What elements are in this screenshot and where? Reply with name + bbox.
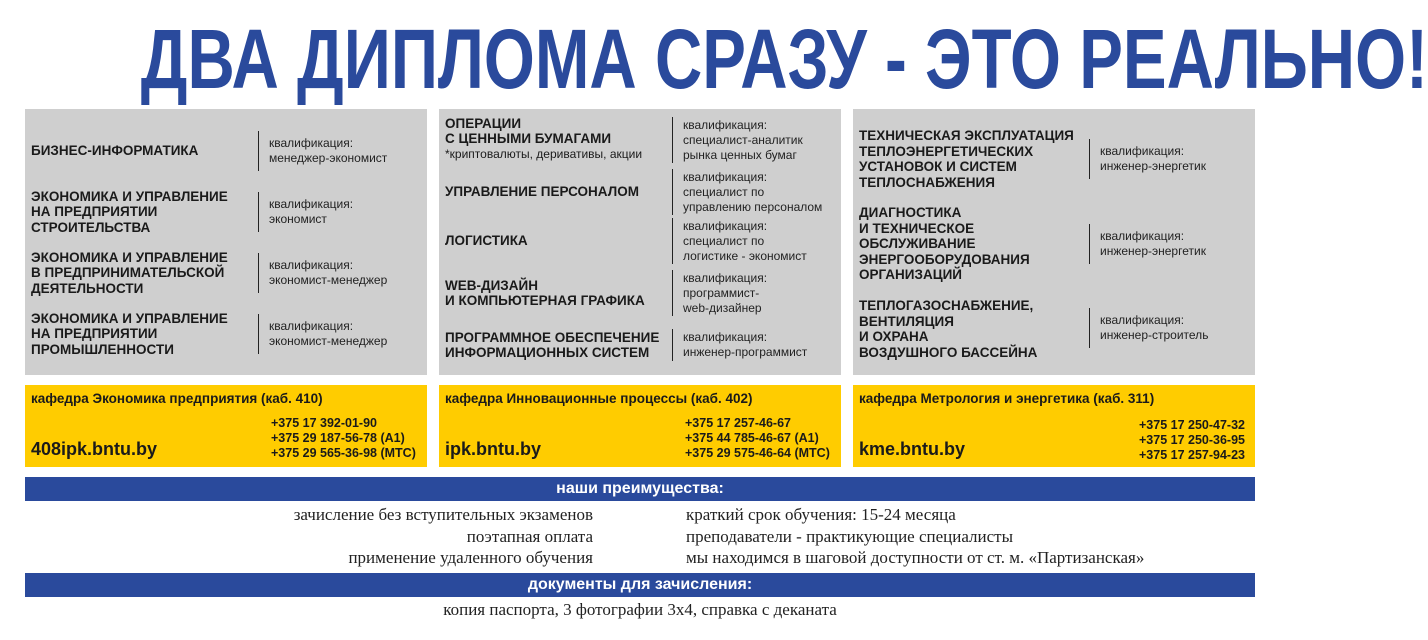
headline: ДВА ДИПЛОМА СРАЗУ - ЭТО РЕАЛЬНО! — [140, 12, 1428, 106]
program-name: ЛОГИСТИКА — [445, 233, 528, 249]
program-title: ОПЕРАЦИИ С ЦЕННЫМИ БУМАГАМИ — [445, 115, 612, 147]
department-name: кафедра Инновационные процессы (каб. 402) — [445, 391, 753, 406]
program-name: ЭКОНОМИКА И УПРАВЛЕНИЕ В ПРЕДПРИНИМАТЕЛЬСКОЙ ДЕЯТЕЛЬНОСТИ — [31, 249, 228, 296]
program-row — [853, 204, 1255, 284]
programs-column-economics — [25, 109, 427, 375]
program-name — [439, 100, 642, 178]
program-name: ПРОГРАММНОЕ ОБЕСПЕЧЕНИЕ ИНФОРМАЦИОННЫХ СИСТЕМ — [445, 329, 660, 360]
department-card-energy — [853, 385, 1255, 467]
advantage-item: поэтапная оплата — [466, 526, 593, 546]
program-note: *криптовалюты, деривативы, акции — [445, 146, 643, 161]
program-row — [25, 131, 427, 171]
department-card-innovation — [439, 385, 841, 467]
documents-text: копия паспорта, 3 фотографии 3х4, справка с деканата — [443, 600, 837, 619]
advantage-item: преподаватели - практикующие специалисты — [686, 526, 1014, 546]
program-qualification: квалификация: специалист по управлению персоналом — [672, 169, 822, 215]
program-row — [439, 115, 841, 163]
department-card-economics — [25, 385, 427, 467]
advantage-item: применение удаленного обучения — [348, 548, 593, 567]
program-qualification: квалификация: экономист-менеджер — [258, 253, 387, 293]
advantages-title: наши преимущества: — [25, 477, 1255, 501]
program-qualification: квалификация: инженер-энергетик — [1089, 224, 1206, 264]
program-qualification: квалификация: специалист-аналитик рынка ценных бумаг — [672, 117, 803, 163]
program-name: ТЕПЛОГАЗОСНАБЖЕНИЕ, ВЕНТИЛЯЦИЯ И ОХРАНА ВОЗДУШНОГО БАССЕЙНА — [859, 298, 1038, 360]
program-name: УПРАВЛЕНИЕ ПЕРСОНАЛОМ — [445, 184, 639, 200]
program-row — [439, 168, 841, 216]
department-name: кафедра Метрология и энергетика (каб. 311) — [859, 391, 1155, 406]
program-row — [25, 187, 427, 237]
program-row — [25, 309, 427, 359]
advantages-left-list — [25, 504, 593, 569]
program-qualification: квалификация: менеджер-экономист — [258, 131, 387, 171]
advantage-item: зачисление без вступительных экзаменов — [293, 505, 593, 524]
program-row — [439, 325, 841, 365]
program-qualification: квалификация: инженер-строитель — [1089, 308, 1208, 348]
department-site-link[interactable]: 408ipk.bntu.by — [31, 439, 158, 459]
program-name: ДИАГНОСТИКА И ТЕХНИЧЕСКОЕ ОБСЛУЖИВАНИЕ ЭНЕРГООБОРУДОВАНИЯ ОРГАНИЗАЦИЙ — [859, 205, 1030, 283]
program-name: ЭКОНОМИКА И УПРАВЛЕНИЕ НА ПРЕДПРИЯТИИ ПРОМЫШЛЕННОСТИ — [31, 310, 228, 357]
advantage-item: краткий срок обучения: 15-24 месяца — [686, 505, 956, 524]
program-row — [853, 126, 1255, 192]
programs-column-energy — [853, 109, 1255, 375]
documents-title: документы для зачисления: — [25, 573, 1255, 597]
program-qualification: квалификация: экономист — [258, 192, 353, 232]
program-row — [439, 217, 841, 265]
department-site-link[interactable]: ipk.bntu.by — [445, 439, 541, 459]
programs-column-innovation — [439, 109, 841, 375]
program-qualification: квалификация: специалист по логистике - экономист — [672, 218, 807, 264]
program-name: БИЗНЕС-ИНФОРМАТИКА — [31, 143, 199, 159]
advantage-item: мы находимся в шаговой доступности от ст. м. «Партизанская» — [686, 548, 1145, 567]
program-qualification: квалификация: программист- web-дизайнер — [672, 270, 767, 316]
department-phones: +375 17 250-47-32 +375 17 250-36-95 +375 17 257-94-23 — [1139, 418, 1245, 462]
program-qualification: квалификация: инженер-энергетик — [1089, 139, 1206, 179]
advantages-right-list — [686, 504, 1266, 569]
department-phones: +375 17 392-01-90 +375 29 187-56-78 (А1) +375 29 565-36-98 (МТС) — [271, 416, 416, 460]
program-row — [853, 296, 1255, 362]
program-name: ЭКОНОМИКА И УПРАВЛЕНИЕ НА ПРЕДПРИЯТИИ СТРОИТЕЛЬСТВА — [31, 188, 228, 235]
program-name: WEB-ДИЗАЙН И КОМПЬЮТЕРНАЯ ГРАФИКА — [445, 277, 645, 308]
program-row — [25, 248, 427, 298]
department-site-link[interactable]: kme.bntu.by — [859, 439, 966, 459]
program-qualification: квалификация: инженер-программист — [672, 329, 807, 361]
department-phones: +375 17 257-46-67 +375 44 785-46-67 (А1) +375 29 575-46-64 (МТС) — [685, 416, 830, 460]
program-name: ТЕХНИЧЕСКАЯ ЭКСПЛУАТАЦИЯ ТЕПЛОЭНЕРГЕТИЧЕСКИХ УСТАНОВОК И СИСТЕМ ТЕПЛОСНАБЖЕНИЯ — [859, 128, 1074, 190]
program-row — [439, 269, 841, 317]
department-name: кафедра Экономика предприятия (каб. 410) — [31, 391, 323, 406]
program-qualification: квалификация: экономист-менеджер — [258, 314, 387, 354]
